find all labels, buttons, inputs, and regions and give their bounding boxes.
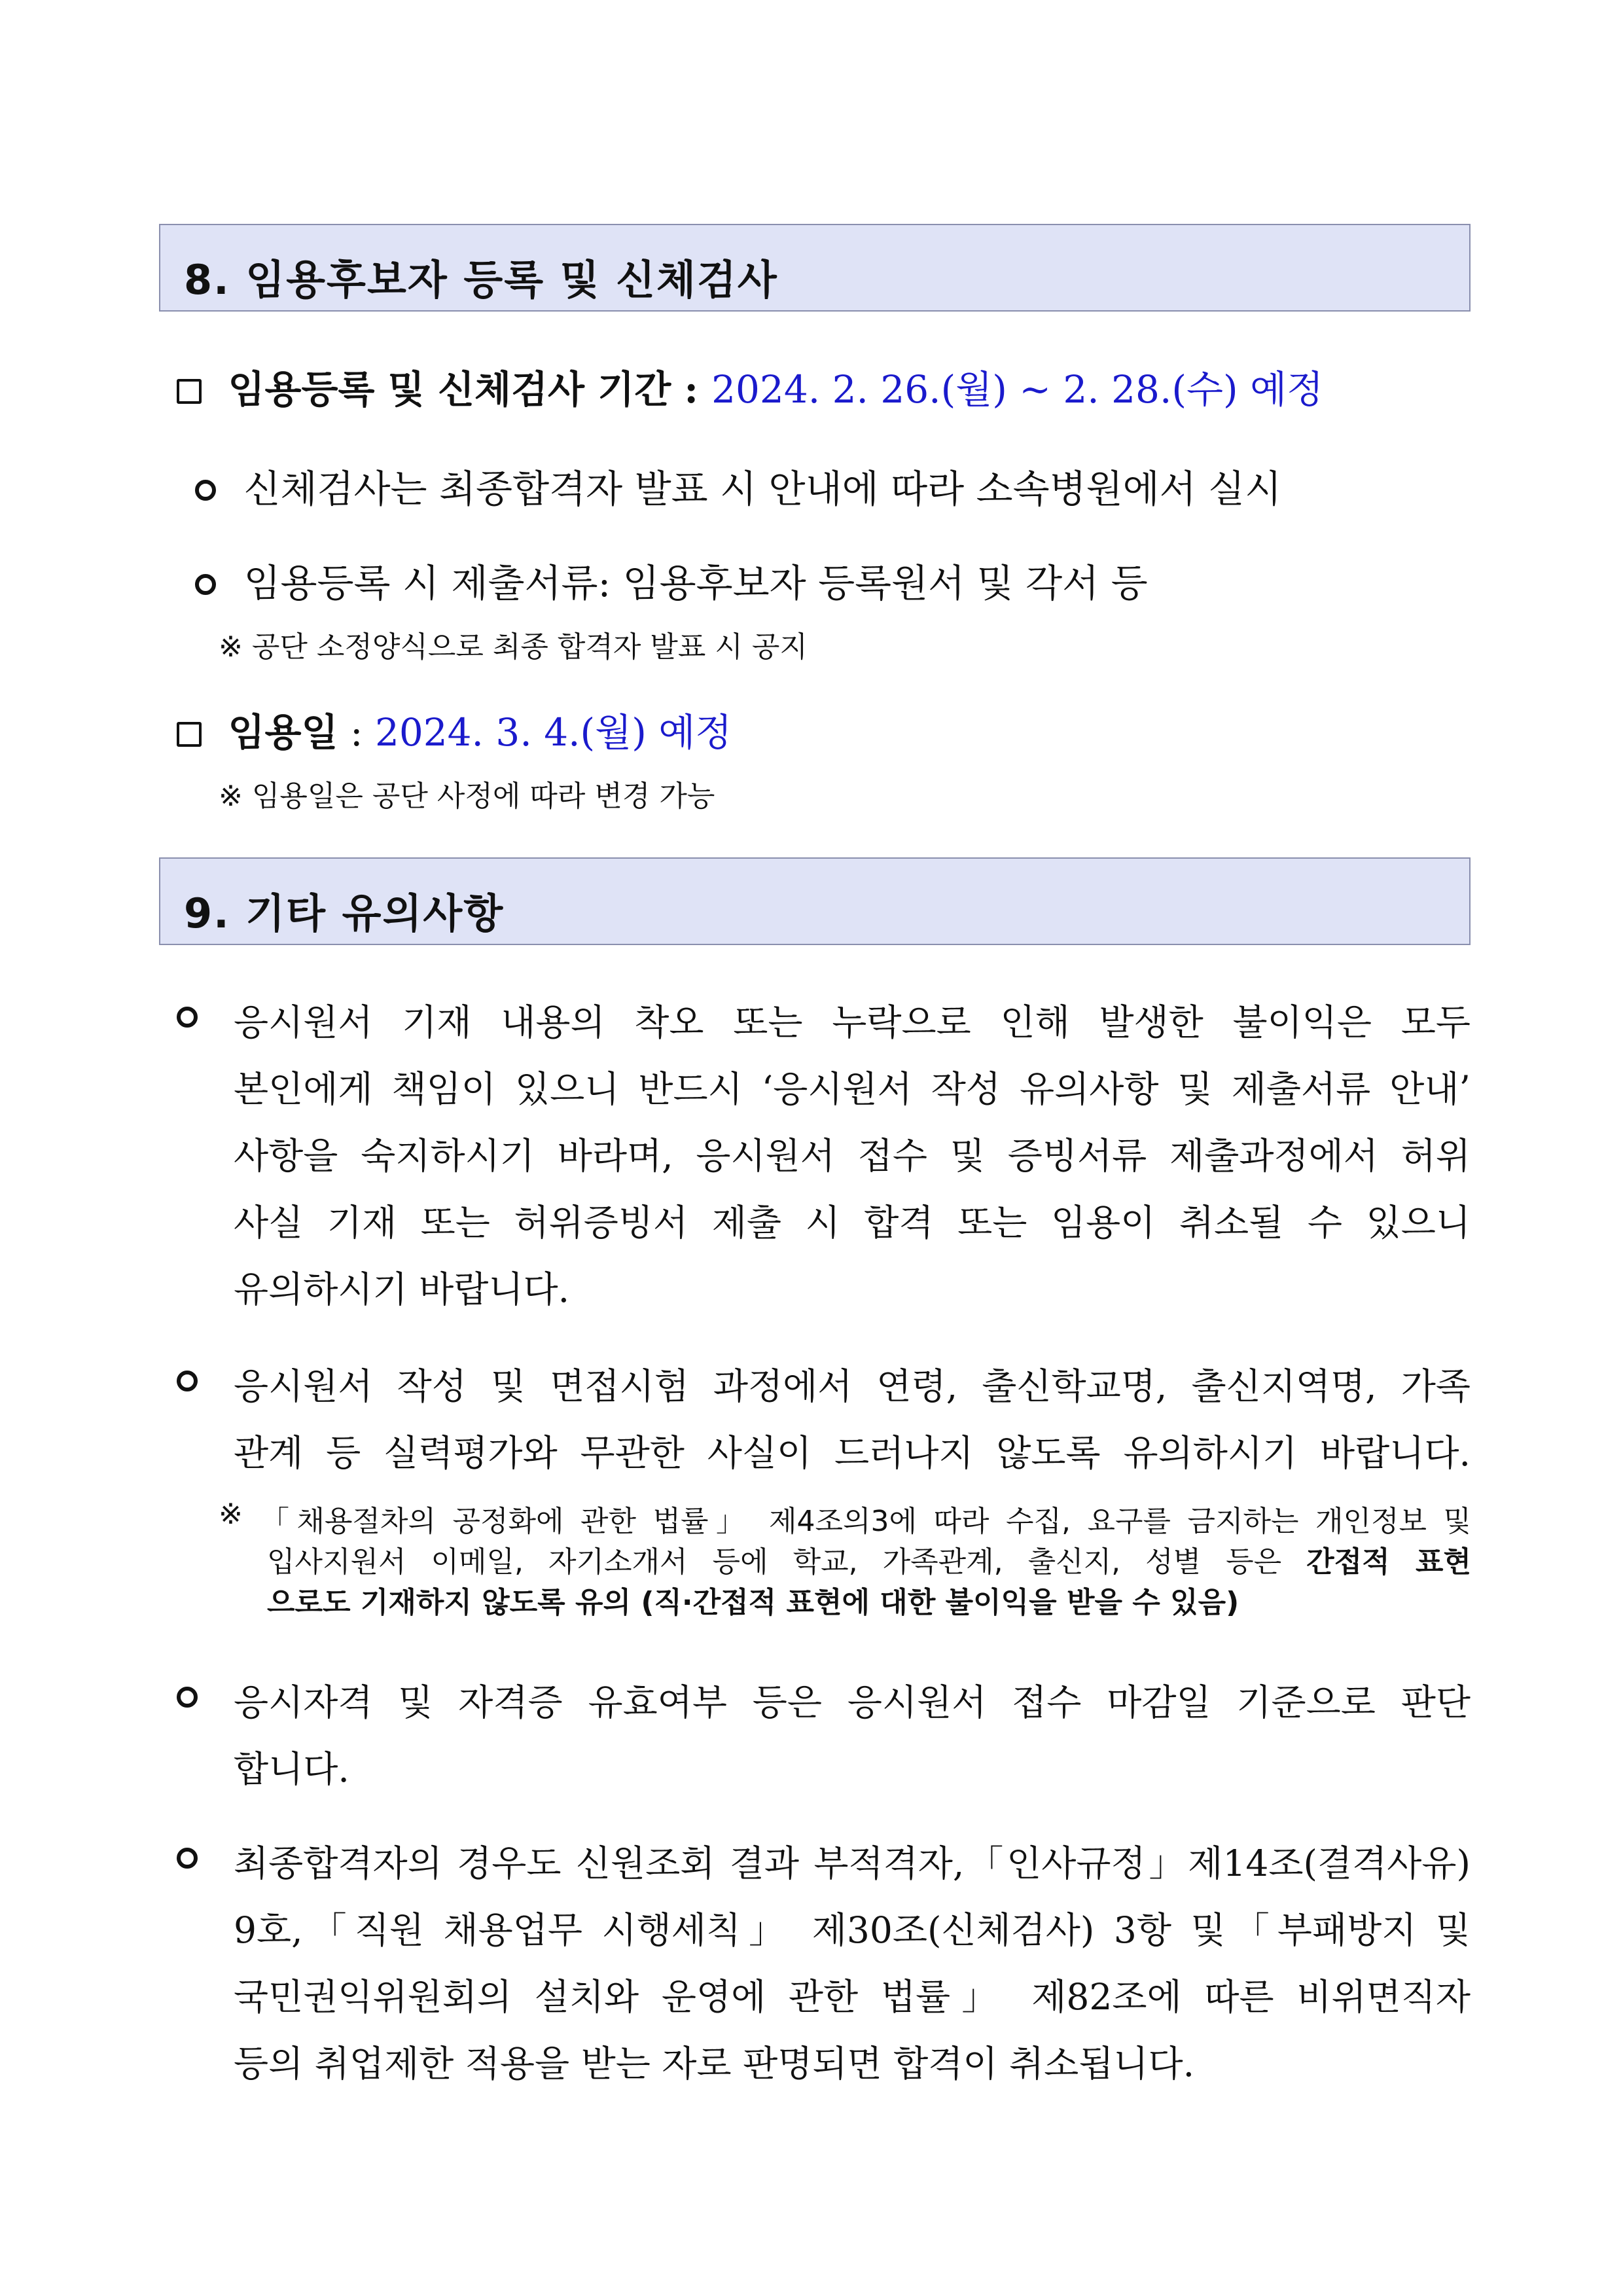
circle-bullet-icon <box>177 1007 198 1028</box>
period-line <box>177 359 1323 414</box>
note3-line2-bold: 간접적 표현 <box>1306 1545 1472 1579</box>
item1-line3: 사항을 숙지하시기 바라며, 응시원서 접수 및 증빙서류 제출과정에서 허위 <box>234 1135 1471 1177</box>
circle-bullet-icon <box>177 1371 198 1391</box>
bullet-text: 신체검사는 최종합격자 발표 시 안내에 따라 소속병원에서 실시 <box>243 467 1282 511</box>
period-label: 임용등록 및 신체검사 기간 : <box>228 367 712 412</box>
item2-line2: 관계 등 실력평가와 무관한 사실이 드러나지 않도록 유의하시기 바랍니다. <box>234 1432 1471 1474</box>
circle-bullet-icon <box>195 480 216 501</box>
item1-line4: 사실 기재 또는 허위증빙서 제출 시 합격 또는 임용이 취소될 수 있으니 <box>234 1202 1471 1244</box>
bullet-documents <box>195 552 1148 607</box>
section-9-header <box>159 857 1471 945</box>
item1-line2: 본인에게 책임이 있으니 반드시 ‘응시원서 작성 유의사항 및 제출서류 안내’ <box>234 1068 1471 1110</box>
appointment-value: 2024. 3. 4.(월) 예정 <box>374 710 732 755</box>
note3-mark: ※ <box>219 1498 243 1531</box>
item4-line4: 등의 취업제한 적용을 받는 자로 판명되면 합격이 취소됩니다. <box>234 2043 1195 2085</box>
note3-line2-text: 입사지원서 이메일, 자기소개서 등에 학교, 가족관계, 출신지, 성별 등은 <box>267 1545 1307 1579</box>
note3-line1: 「채용절차의 공정화에 관한 법률」 제4조의3에 따라 수집, 요구를 금지하는 개인정보 및 <box>260 1505 1471 1538</box>
bullet-physical-exam <box>195 458 1281 513</box>
item2-line1: 응시원서 작성 및 면접시험 과정에서 연령, 출신학교명, 출신지역명, 가족 <box>234 1365 1471 1407</box>
appointment-line <box>177 702 732 757</box>
period-value: 2024. 2. 26.(월) ~ 2. 28.(수) 예정 <box>711 367 1324 412</box>
appointment-sep: : <box>338 710 375 755</box>
item4-line2: 9호,「직원 채용업무 시행세칙」 제30조(신체검사) 3항 및「부패방지 및 <box>234 1909 1471 1951</box>
circle-bullet-icon <box>177 1687 198 1708</box>
circle-bullet-icon <box>195 574 216 595</box>
note3-line2 <box>267 1538 1471 1580</box>
item3-line2: 합니다. <box>234 1748 349 1790</box>
circle-bullet-icon <box>177 1848 198 1869</box>
section-9-title: 9. 기타 유의사항 <box>184 889 505 937</box>
square-bullet-icon <box>177 722 202 747</box>
item1-line5: 유의하시기 바랍니다. <box>234 1268 570 1310</box>
section-8-header <box>159 224 1471 312</box>
note-form: ※ 공단 소정양식으로 최종 합격자 발표 시 공지 <box>219 630 808 664</box>
section-8-title: 8. 임용후보자 등록 및 신체검사 <box>184 256 778 304</box>
note-appointment: ※ 임용일은 공단 사정에 따라 변경 가능 <box>219 780 715 813</box>
note3-line3: 으로도 기재하지 않도록 유의 (직·간접적 표현에 대한 불이익을 받을 수 있음) <box>267 1586 1240 1619</box>
square-bullet-icon <box>177 379 202 404</box>
appointment-label: 임용일 <box>228 710 338 755</box>
item1-line1: 응시원서 기재 내용의 착오 또는 누락으로 인해 발생한 불이익은 모두 <box>234 1001 1471 1043</box>
item3-line1: 응시자격 및 자격증 유효여부 등은 응시원서 접수 마감일 기준으로 판단 <box>234 1681 1471 1723</box>
item4-line3: 국민권익위원회의 설치와 운영에 관한 법률」 제82조에 따른 비위면직자 <box>234 1976 1471 2018</box>
item4-line1: 최종합격자의 경우도 신원조회 결과 부적격자,「인사규정」제14조(결격사유) <box>234 1842 1471 1884</box>
bullet-text: 임용등록 시 제출서류: 임용후보자 등록원서 및 각서 등 <box>243 561 1148 605</box>
